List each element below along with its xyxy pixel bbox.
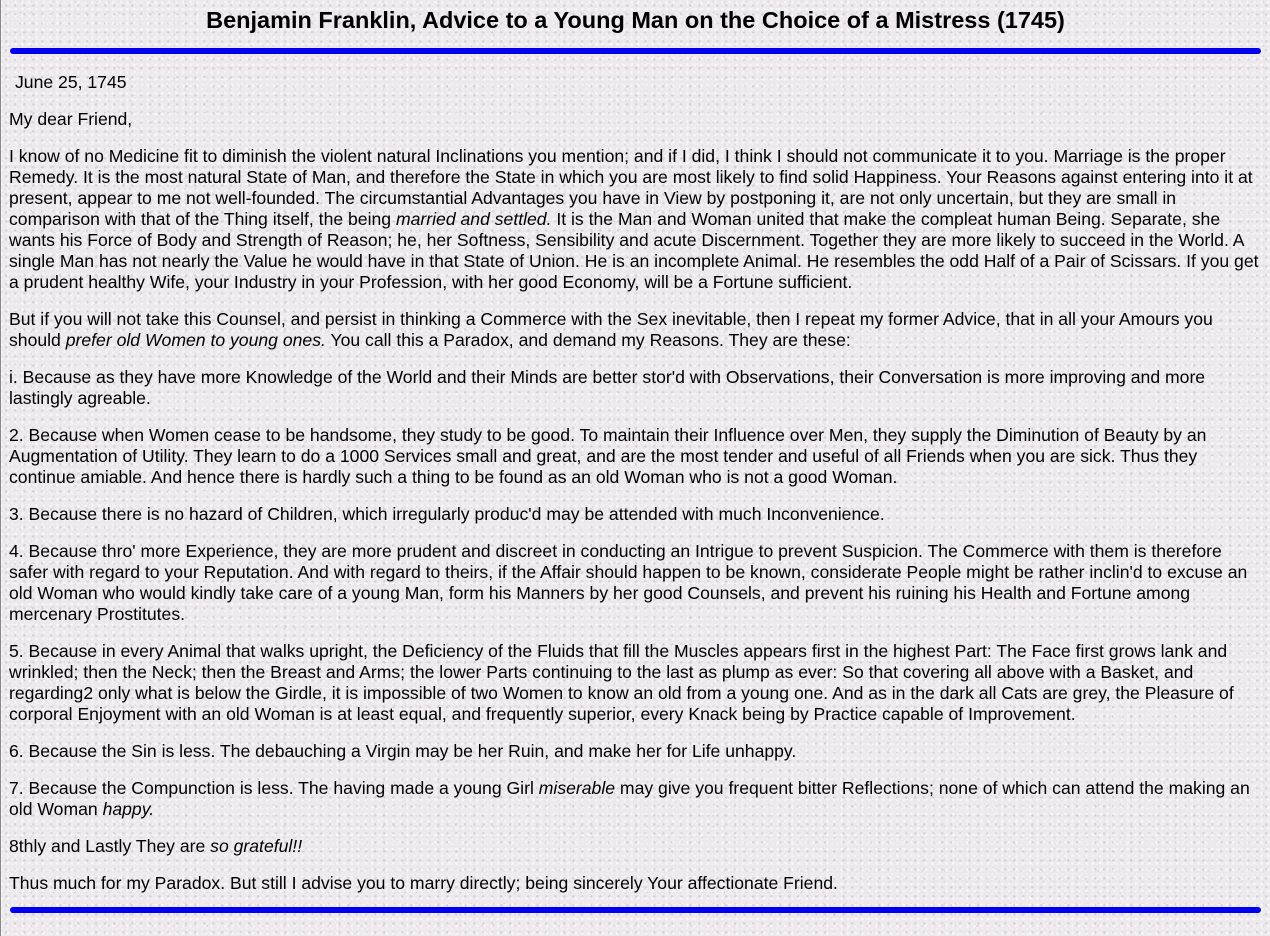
reason-3: 3. Because there is no hazard of Children, which irregularly produc'd may be attended with much Inconvenience. [9, 504, 885, 524]
top-divider [10, 48, 1261, 54]
emphasis-text: so grateful!! [210, 836, 303, 856]
reason-8 [9, 836, 1261, 857]
reason-5: 5. Because in every Animal that walks upright, the Deficiency of the Fluids that fill the Muscles appears first in the highest Part: The Face first grows lank and wrinkled; then the Neck; then the Breast and Arms; the lower Parts continuing to the last as plump as ever: So that covering all above with a Basket, and regarding2 only what is below the Girdle, it is impossible of two Women to know an old from a young one. And as in the dark all Cats are grey, the Pleasure of corporal Enjoyment with an old Woman is at least equal, and frequently superior, every Knack being by Practice capable of Improvement. [9, 641, 1234, 724]
paragraph-text: I know of no Medicine fit to diminish the violent natural Inclinations you mention; and if I did, I think I should not communicate it to you. Marriage is the proper Remedy. It is the most natural State of Man, and therefore the State in which you are most likely to find solid Happiness. Your Reasons against entering into it at present, appear to me not well-founded. The circumstantial Advantages you have in View by postponing it, are not only uncertain, but they are small in comparison with that of the Thing itself, the being [9, 146, 1253, 229]
paragraph-text: 7. Because the Compunction is less. The having made a young Girl [9, 778, 539, 798]
emphasis-text: married and settled. [395, 209, 552, 229]
letter-body [1, 72, 1270, 894]
paragraph-text: You call this a Paradox, and demand my Reasons. They are these: [325, 330, 851, 350]
reason-7 [9, 778, 1261, 820]
paragraph-text: 8thly and Lastly They are [9, 836, 211, 856]
reason-2: 2. Because when Women cease to be handsome, they study to be good. To maintain their Influence over Men, they supply the Diminution of Beauty by an Augmentation of Utility. They learn to do a 1000 Services small and great, and are the most tender and useful of all Friends when you are sick. Thus they continue amiable. And hence there is hardly such a thing to be found as an old Woman who is not a good Woman. [9, 425, 1207, 487]
paragraph-text: may give you frequent bitter Reflections; none of which can attend the making an old Woman [9, 778, 1250, 819]
emphasis-text: miserable [538, 778, 616, 798]
bottom-divider [10, 907, 1261, 913]
paragraph-counsel [9, 309, 1261, 351]
emphasis-text: happy. [102, 799, 155, 819]
emphasis-text: prefer old Women to young ones. [65, 330, 326, 350]
paragraph-text: It is the Man and Woman united that make the compleat human Being. Separate, she wants his Force of Body and Strength of Reason; he, her Softness, Sensibility and acute Discernment. Together they are more likely to succeed in the World. A single Man has not nearly the Value he would have in that State of Union. He is an incomplete Animal. He resembles the odd Half of a Pair of Scissars. If you get a prudent healthy Wife, your Industry in your Profession, with her good Economy, will be a Fortune sufficient. [9, 209, 1259, 292]
paragraph-marriage [9, 146, 1261, 293]
reason-6: 6. Because the Sin is less. The debauching a Virgin may be her Ruin, and make her for Life unhappy. [9, 741, 797, 761]
reason-4: 4. Because thro' more Experience, they are more prudent and discreet in conducting an Intrigue to prevent Suspicion. The Commerce with them is therefore safer with regard to your Reputation. And with regard to theirs, if the Affair should happen to be known, considerate People might be rather inclin'd to excuse an old Woman who would kindly take care of a young Man, form his Manners by her good Counsels, and prevent his ruining his Health and Fortune among mercenary Prostitutes. [9, 541, 1248, 624]
reason-1: i. Because as they have more Knowledge of the World and their Minds are better stor'd with Observations, their Conversation is more improving and more lastingly agreable. [9, 367, 1206, 408]
paragraph-text: But if you will not take this Counsel, and persist in thinking a Commerce with the Sex inevitable, then I repeat my former Advice, that in all your Amours you should [9, 309, 1213, 350]
letter-date: June 25, 1745 [15, 72, 127, 92]
letter-salutation: My dear Friend, [9, 109, 133, 129]
letter-closing: Thus much for my Paradox. But still I advise you to marry directly; being sincerely Your affectionate Friend. [9, 873, 838, 893]
page-title: Benjamin Franklin, Advice to a Young Man on the Choice of a Mistress (1745) [206, 7, 1065, 33]
